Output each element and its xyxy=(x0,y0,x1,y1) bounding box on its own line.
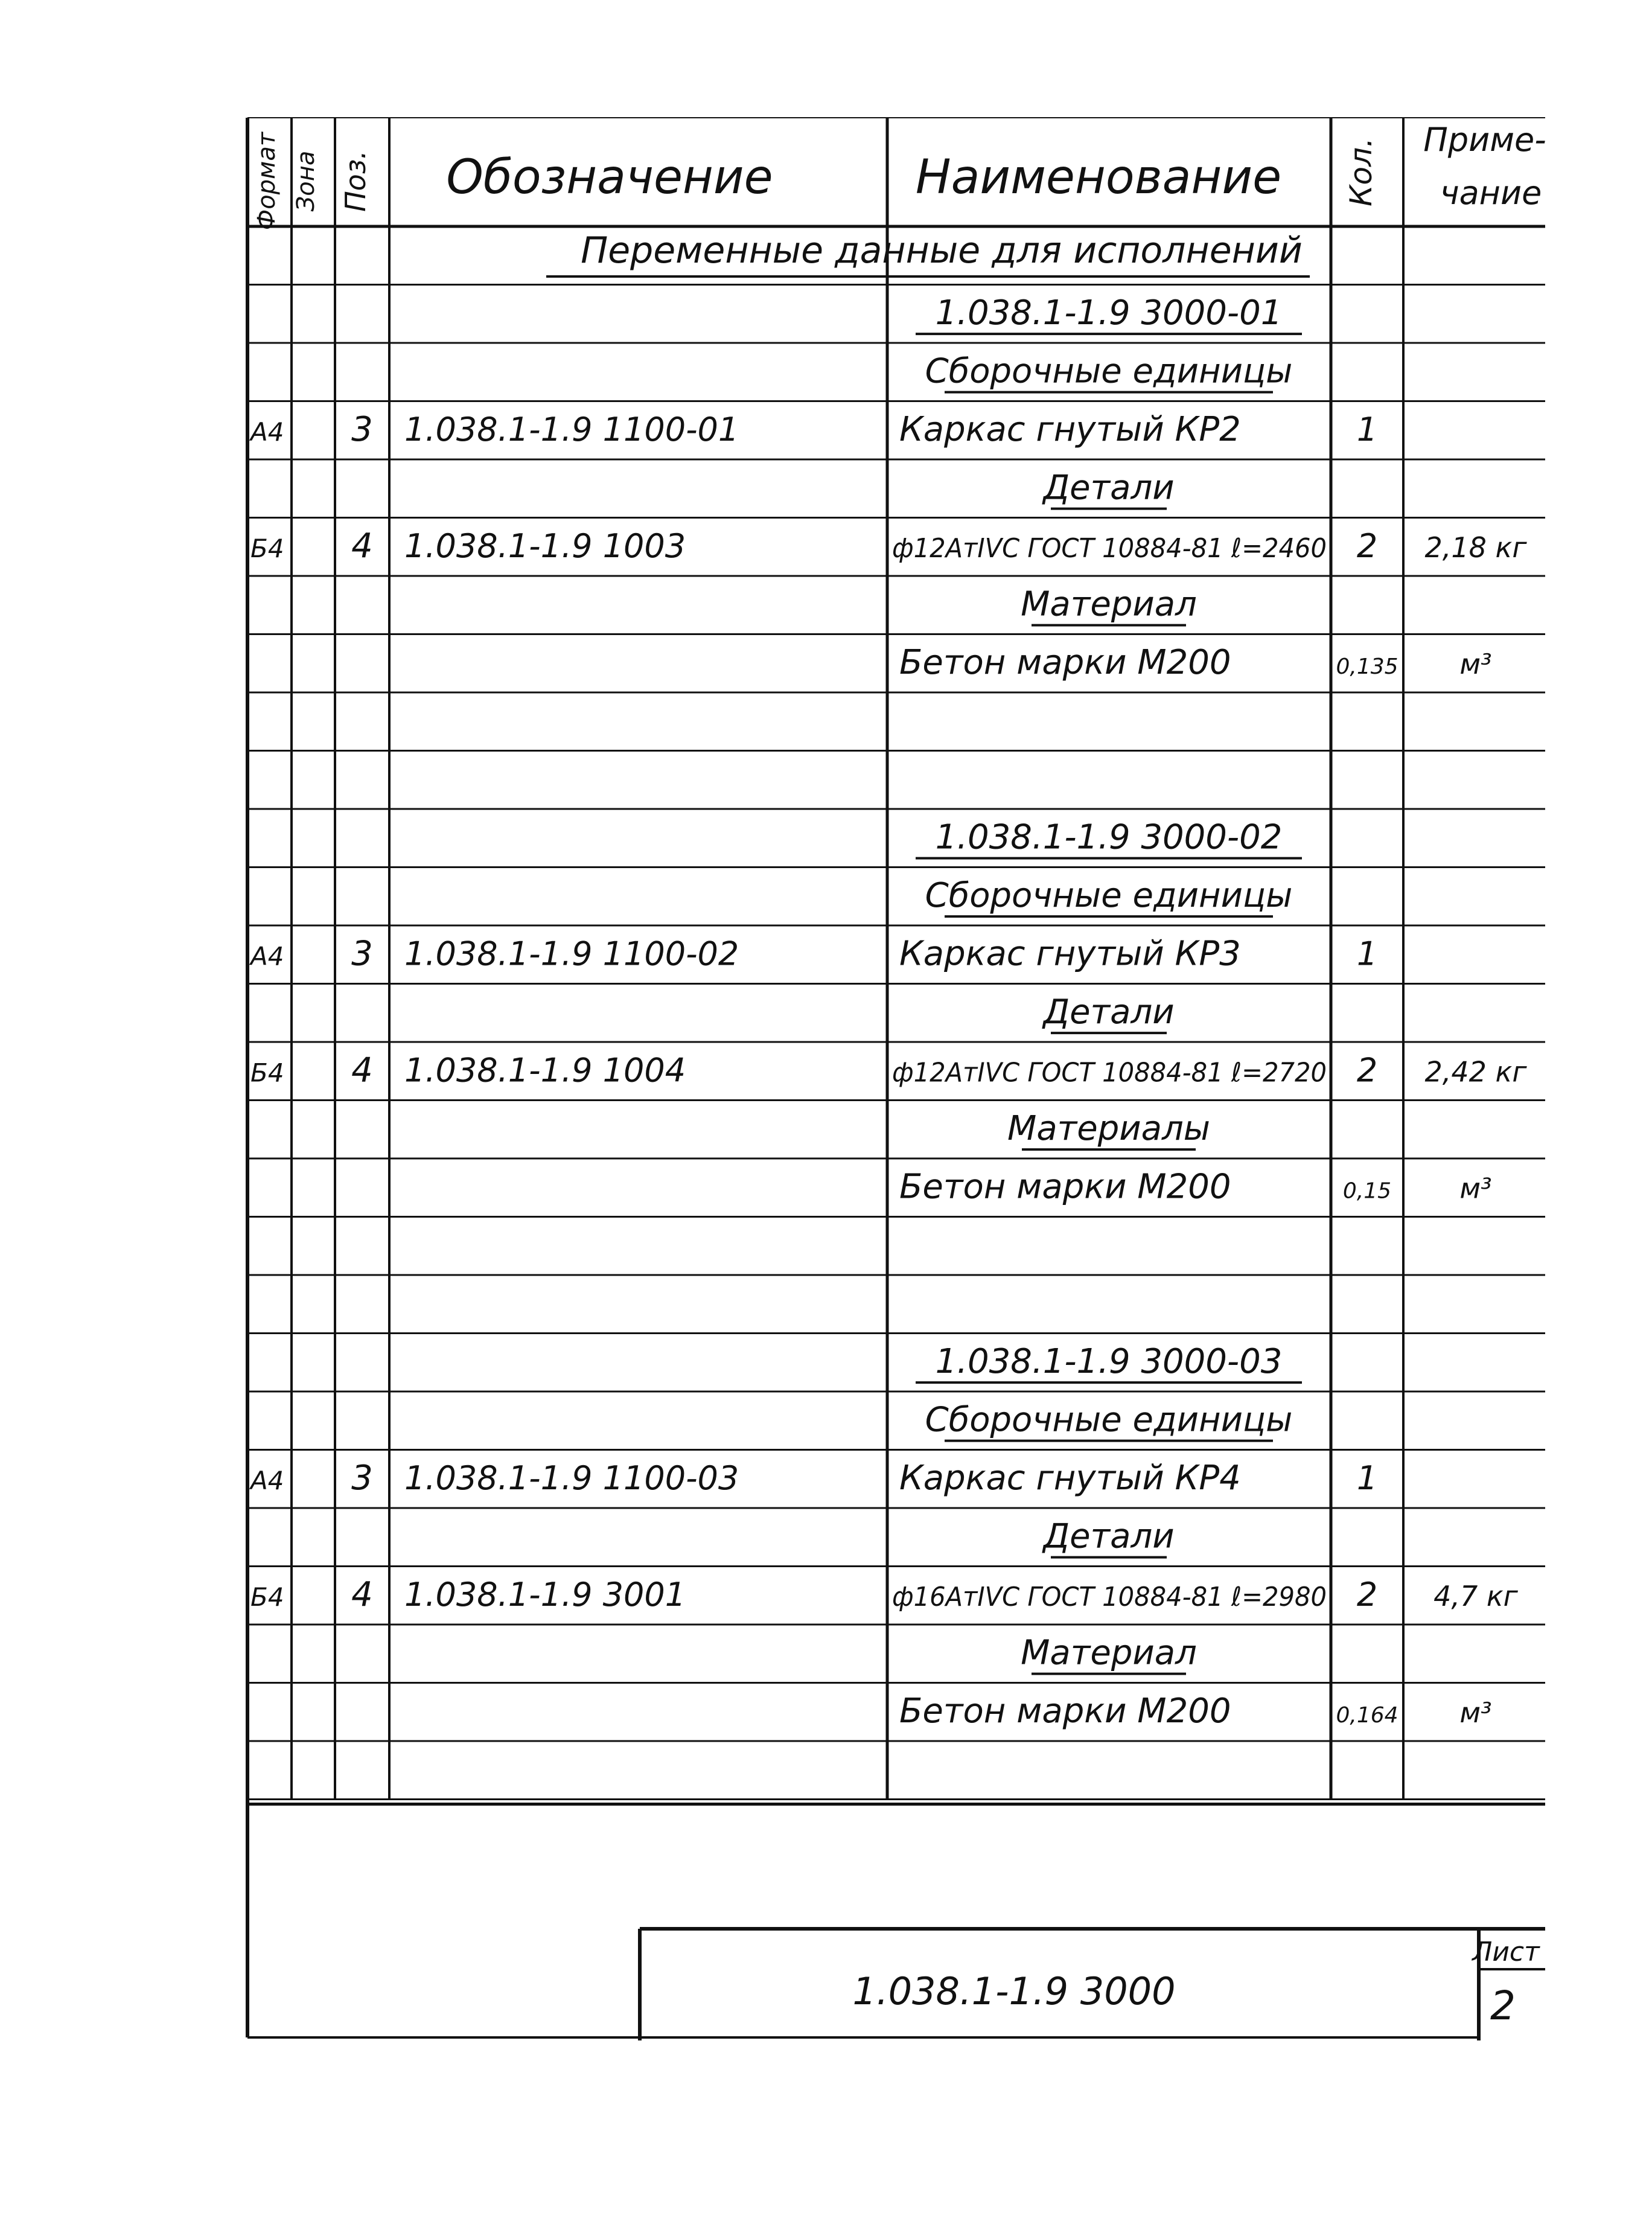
cell-position: 3 xyxy=(351,934,373,974)
cell-designation: 1.038.1-1.9 1004 xyxy=(404,1051,686,1090)
header-designation: Обозначение xyxy=(446,150,773,205)
cell-format: А4 xyxy=(250,941,284,971)
cell-note: 4,7 кг xyxy=(1434,1580,1518,1613)
header-quantity: Кол. xyxy=(1344,138,1379,206)
cell-designation: 1.038.1-1.9 3001 xyxy=(404,1576,686,1614)
header-name: Наименование xyxy=(915,150,1282,205)
cell-name: Каркас гнутый КР4 xyxy=(899,1459,1241,1498)
cell-name-heading: 1.038.1-1.9 3000-01 xyxy=(935,293,1283,333)
cell-name: Бетон марки М200 xyxy=(899,643,1231,683)
cell-format: Б4 xyxy=(250,534,284,564)
cell-name: Бетон марки М200 xyxy=(899,1167,1231,1207)
cell-designation: 1.038.1-1.9 1100-01 xyxy=(404,411,739,449)
header-position: Поз. xyxy=(339,150,372,212)
cell-quantity: 0,135 xyxy=(1336,654,1398,680)
cell-name-heading: 1.038.1-1.9 3000-02 xyxy=(935,817,1283,857)
variable-data-title: Переменные данные для исполнений xyxy=(581,229,1303,272)
cell-name-heading: Материалы xyxy=(1007,1109,1210,1149)
cell-name-heading: Материал xyxy=(1021,1633,1197,1673)
cell-format: А4 xyxy=(250,417,284,447)
cell-name-heading: Материал xyxy=(1021,584,1197,624)
cell-position: 3 xyxy=(351,410,373,450)
stamp-designation: 1.038.1-1.9 3000 xyxy=(852,1969,1176,2013)
cell-quantity: 2 xyxy=(1356,527,1378,566)
header-note-line2: чание xyxy=(1440,174,1542,212)
cell-quantity: 2 xyxy=(1356,1576,1378,1614)
cell-quantity: 1 xyxy=(1356,1459,1378,1498)
header-note-line1: Приме- xyxy=(1423,121,1546,159)
cell-designation: 1.038.1-1.9 1100-03 xyxy=(404,1459,739,1498)
cell-name: Каркас гнутый КР3 xyxy=(899,934,1241,974)
cell-name-heading: Детали xyxy=(1043,992,1175,1032)
cell-name: ф16АтIVС ГОСТ 10884-81 ℓ=2980 xyxy=(892,1582,1327,1613)
stamp-sheet-label: Лист xyxy=(1472,1937,1540,1967)
cell-quantity: 1 xyxy=(1356,411,1378,449)
cell-note: м³ xyxy=(1459,1172,1492,1205)
cell-quantity: 2 xyxy=(1356,1051,1378,1090)
cell-format: Б4 xyxy=(250,1058,284,1088)
cell-position: 4 xyxy=(351,1575,373,1615)
cell-position: 3 xyxy=(351,1459,373,1498)
cell-name: Каркас гнутый КР2 xyxy=(899,410,1241,450)
cell-position: 4 xyxy=(351,1050,373,1090)
cell-name-heading: Детали xyxy=(1043,1516,1175,1556)
cell-format: Б4 xyxy=(250,1582,284,1612)
cell-note: м³ xyxy=(1459,648,1492,681)
cell-name-heading: 1.038.1-1.9 3000-03 xyxy=(935,1342,1283,1382)
cell-note: 2,18 кг xyxy=(1424,531,1527,564)
header-format: Формат xyxy=(253,132,281,231)
cell-quantity: 0,15 xyxy=(1342,1178,1392,1204)
cell-name-heading: Детали xyxy=(1043,468,1175,508)
cell-position: 4 xyxy=(351,526,373,566)
cell-note: м³ xyxy=(1459,1696,1492,1730)
cell-name: Бетон марки М200 xyxy=(899,1692,1231,1731)
cell-designation: 1.038.1-1.9 1003 xyxy=(404,527,686,566)
cell-note: 2,42 кг xyxy=(1424,1055,1527,1088)
cell-designation: 1.038.1-1.9 1100-02 xyxy=(404,935,739,973)
stamp-sheet-number: 2 xyxy=(1490,1983,1516,2029)
cell-name-heading: Сборочные единицы xyxy=(925,351,1293,391)
cell-name-heading: Сборочные единицы xyxy=(925,876,1293,916)
cell-quantity: 0,164 xyxy=(1336,1703,1398,1728)
cell-format: А4 xyxy=(250,1466,284,1496)
cell-quantity: 1 xyxy=(1356,935,1378,973)
cell-name: ф12АтIVС ГОСТ 10884-81 ℓ=2720 xyxy=(892,1057,1327,1088)
cell-name: ф12АтIVС ГОСТ 10884-81 ℓ=2460 xyxy=(892,533,1327,564)
cell-name-heading: Сборочные единицы xyxy=(925,1400,1293,1440)
header-zone: Зона xyxy=(292,150,320,212)
